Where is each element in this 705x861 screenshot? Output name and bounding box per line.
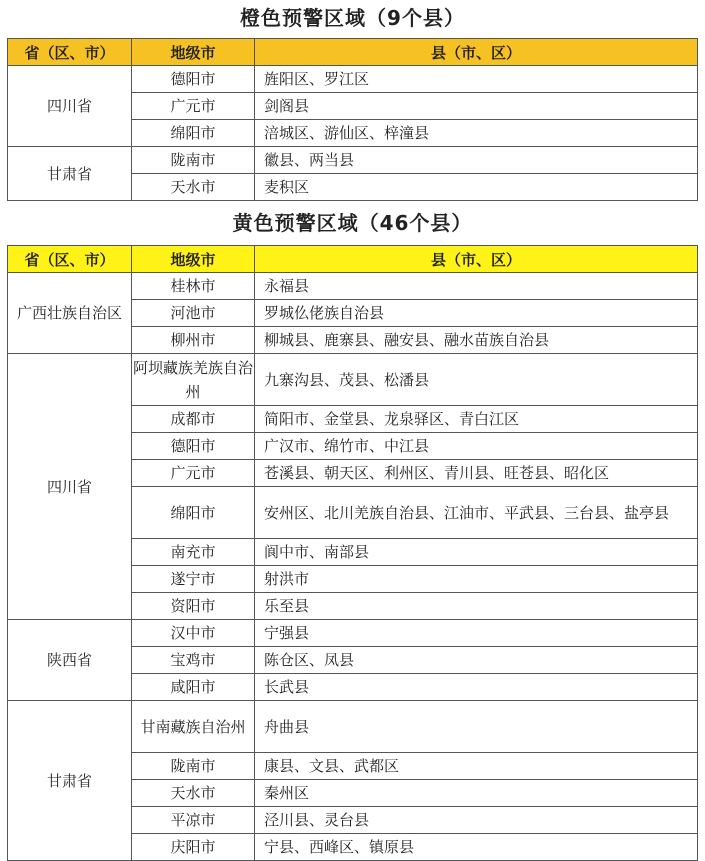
- orange-warning-title: 橙色预警区域（9个县）: [240, 6, 465, 30]
- orange-warning-table: [7, 38, 698, 201]
- header-city: 地级市: [132, 246, 255, 273]
- city-cell: 咸阳市: [132, 674, 255, 701]
- table-header-row: [8, 246, 698, 273]
- county-cell: 长武县: [255, 674, 698, 701]
- county-cell: 涪城区、游仙区、梓潼县: [255, 120, 698, 147]
- province-cell: 甘肃省: [8, 147, 132, 201]
- table-row: [8, 620, 698, 647]
- province-cell: 广西壮族自治区: [8, 273, 132, 354]
- county-cell: 陈仓区、凤县: [255, 647, 698, 674]
- city-cell: 柳州市: [132, 327, 255, 354]
- city-cell: 陇南市: [132, 753, 255, 780]
- city-cell: 陇南市: [132, 147, 255, 174]
- county-cell: 简阳市、金堂县、龙泉驿区、青白江区: [255, 406, 698, 433]
- header-county: 县（市、区）: [255, 39, 698, 66]
- county-cell: 麦积区: [255, 174, 698, 201]
- yellow-warning-title: 黄色预警区域（46个县）: [232, 211, 473, 235]
- county-cell: 宁县、西峰区、镇原县: [255, 834, 698, 861]
- city-cell: 天水市: [132, 174, 255, 201]
- header-county: 县（市、区）: [255, 246, 698, 273]
- county-cell: 乐至县: [255, 593, 698, 620]
- city-cell: 成都市: [132, 406, 255, 433]
- city-cell: 南充市: [132, 539, 255, 566]
- county-cell: 阆中市、南部县: [255, 539, 698, 566]
- county-cell: 泾川县、灵台县: [255, 807, 698, 834]
- county-cell: 柳城县、鹿寨县、融安县、融水苗族自治县: [255, 327, 698, 354]
- county-cell: 宁强县: [255, 620, 698, 647]
- city-cell: 绵阳市: [132, 487, 255, 539]
- county-cell: 徽县、两当县: [255, 147, 698, 174]
- city-cell: 广元市: [132, 93, 255, 120]
- county-cell: 射洪市: [255, 566, 698, 593]
- county-cell: 剑阁县: [255, 93, 698, 120]
- county-cell: 罗城仫佬族自治县: [255, 300, 698, 327]
- city-cell: 甘南藏族自治州: [132, 701, 255, 753]
- table-row: [8, 66, 698, 93]
- county-cell: 康县、文县、武都区: [255, 753, 698, 780]
- province-cell: 四川省: [8, 354, 132, 620]
- city-cell: 宝鸡市: [132, 647, 255, 674]
- yellow-warning-table: [7, 245, 698, 861]
- city-cell: 庆阳市: [132, 834, 255, 861]
- city-cell: 德阳市: [132, 433, 255, 460]
- city-cell: 德阳市: [132, 66, 255, 93]
- city-cell: 汉中市: [132, 620, 255, 647]
- province-cell: 甘肃省: [8, 701, 132, 861]
- header-province: 省（区、市）: [8, 246, 132, 273]
- table-row: [8, 354, 698, 406]
- county-cell: 永福县: [255, 273, 698, 300]
- county-cell: 舟曲县: [255, 701, 698, 753]
- city-cell: 天水市: [132, 780, 255, 807]
- county-cell: 旌阳区、罗江区: [255, 66, 698, 93]
- header-province: 省（区、市）: [8, 39, 132, 66]
- province-cell: 陕西省: [8, 620, 132, 701]
- province-cell: 四川省: [8, 66, 132, 147]
- city-cell: 广元市: [132, 460, 255, 487]
- city-cell: 资阳市: [132, 593, 255, 620]
- county-cell: 秦州区: [255, 780, 698, 807]
- table-row: [8, 147, 698, 174]
- table-header-row: [8, 39, 698, 66]
- table-row: [8, 273, 698, 300]
- city-cell: 绵阳市: [132, 120, 255, 147]
- city-cell: 河池市: [132, 300, 255, 327]
- county-cell: 苍溪县、朝天区、利州区、青川县、旺苍县、昭化区: [255, 460, 698, 487]
- county-cell: 九寨沟县、茂县、松潘县: [255, 354, 698, 406]
- city-cell: 桂林市: [132, 273, 255, 300]
- city-cell: 平凉市: [132, 807, 255, 834]
- county-cell: 广汉市、绵竹市、中江县: [255, 433, 698, 460]
- table-row: [8, 701, 698, 753]
- city-cell: 遂宁市: [132, 566, 255, 593]
- city-cell: 阿坝藏族羌族自治州: [132, 354, 255, 406]
- header-city: 地级市: [132, 39, 255, 66]
- county-cell: 安州区、北川羌族自治县、江油市、平武县、三台县、盐亭县: [255, 487, 698, 539]
